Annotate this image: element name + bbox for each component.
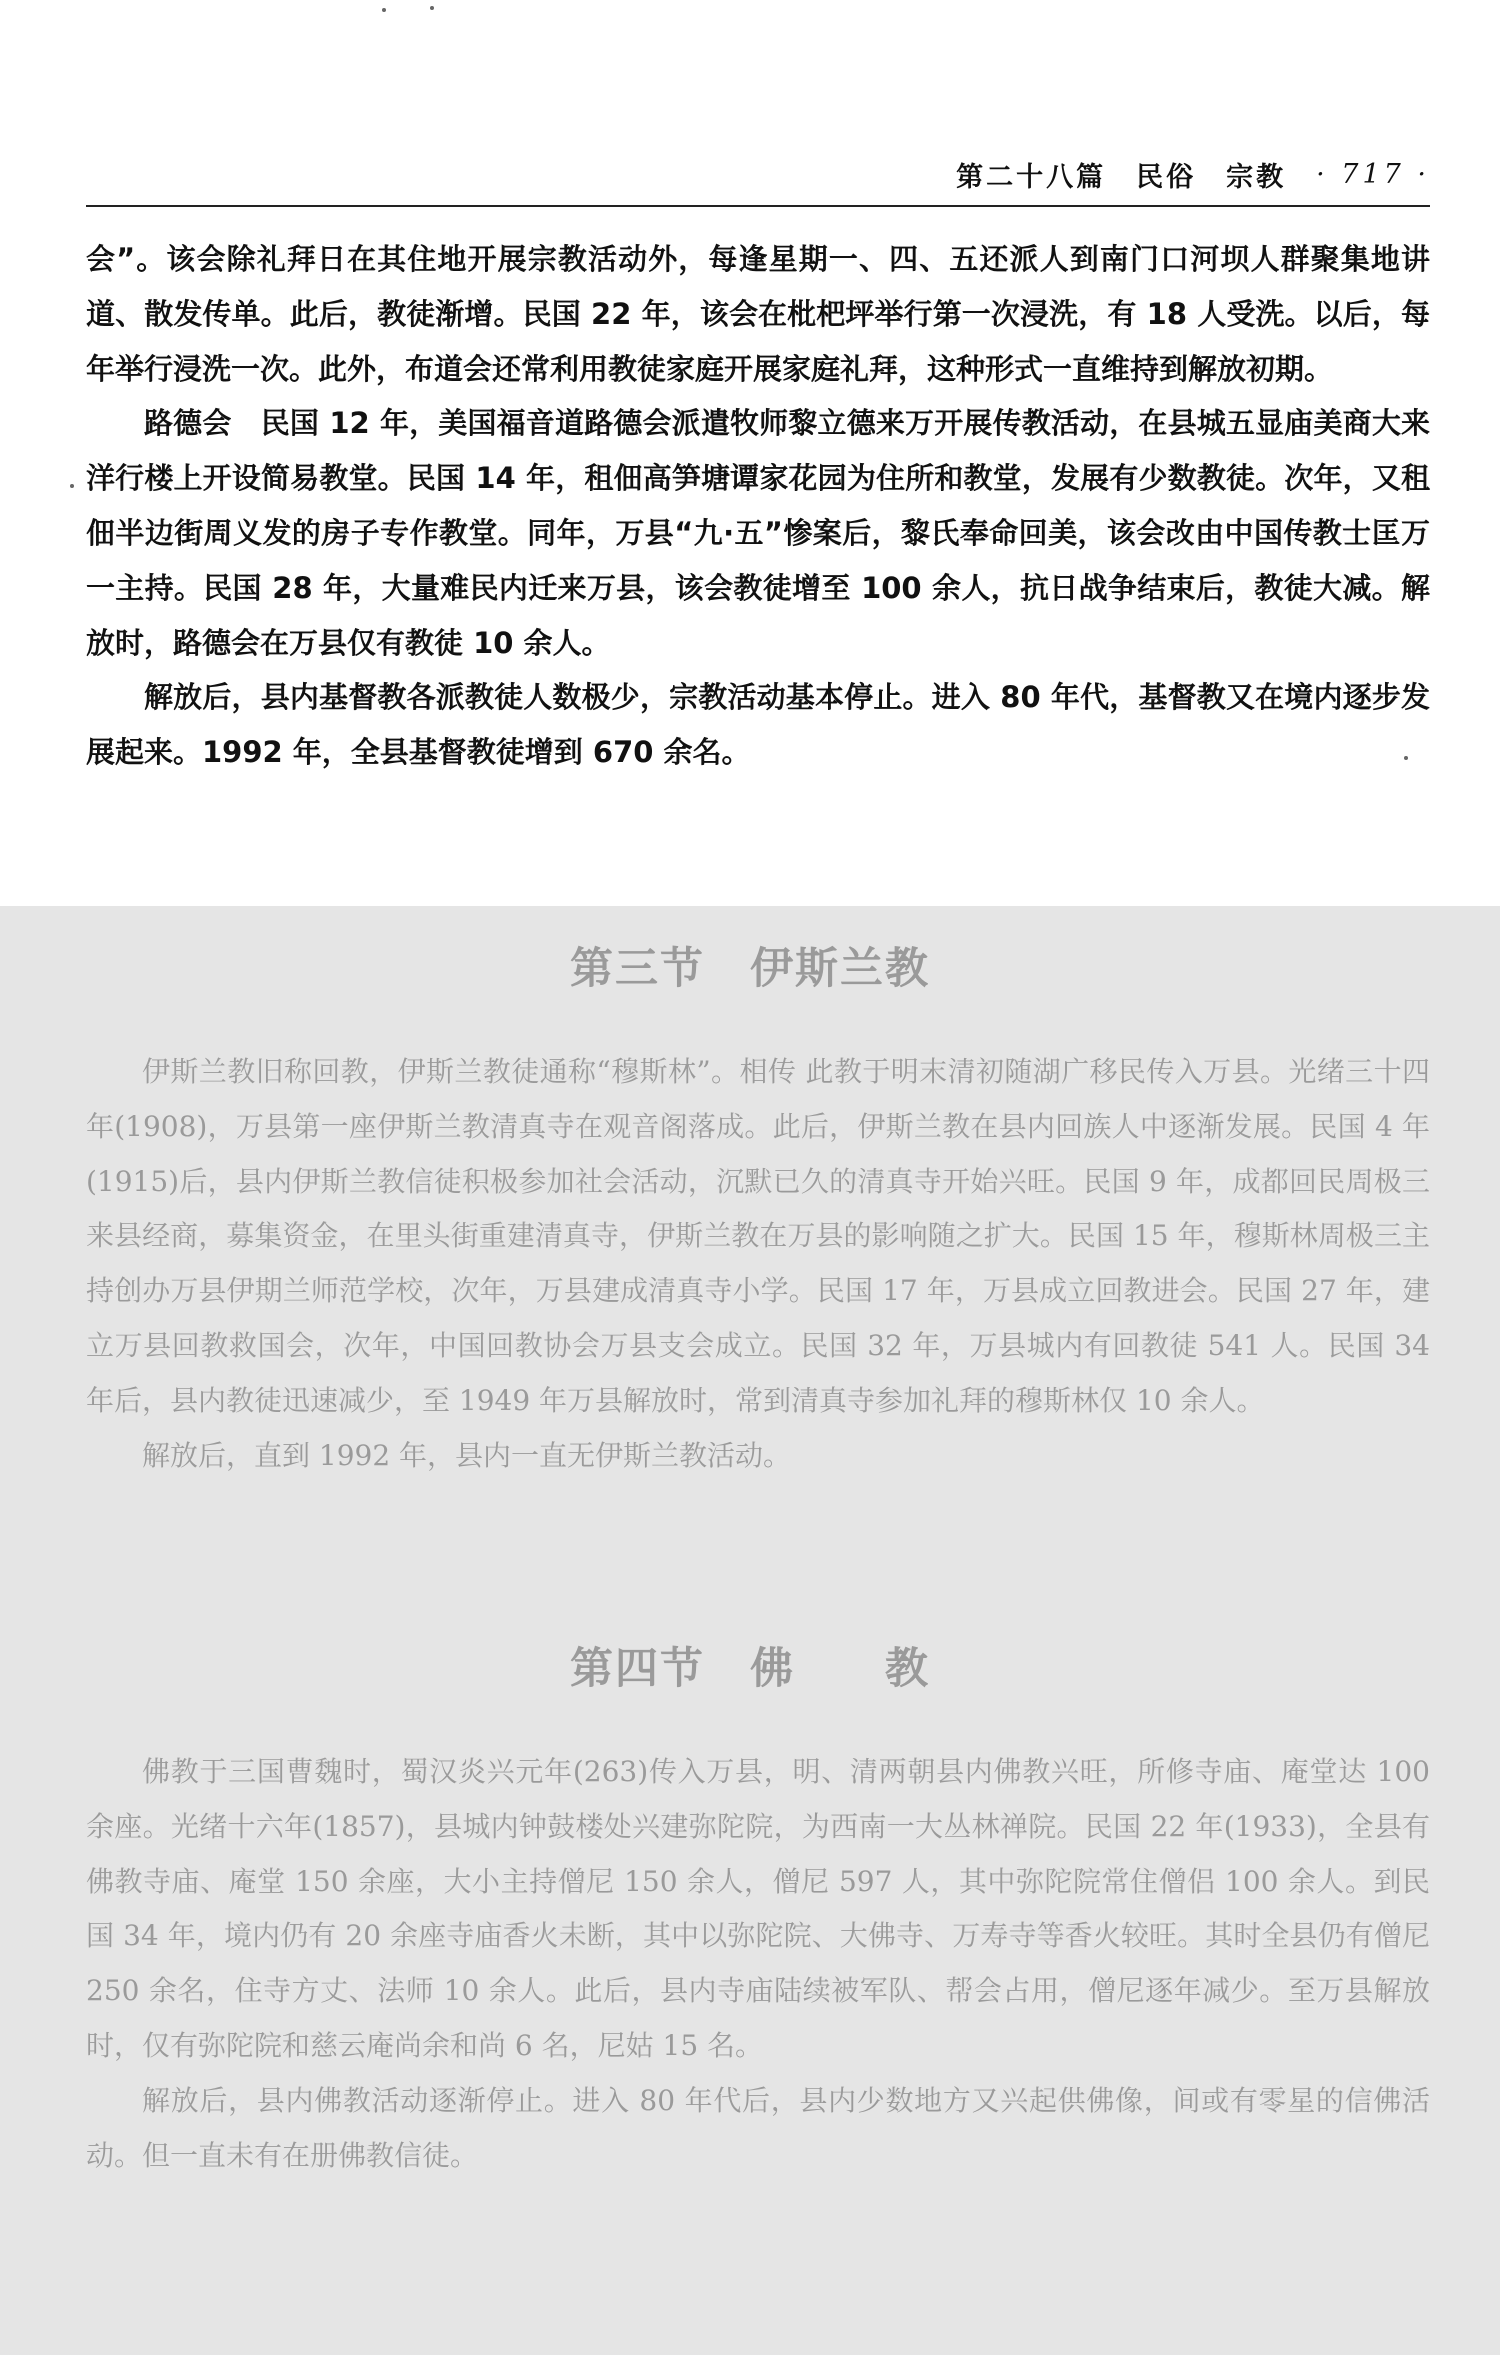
header-chapter: 第二十八篇 <box>956 161 1107 193</box>
header-subsection: 宗教 <box>1226 161 1287 193</box>
paragraph: 伊斯兰教旧称回教，伊斯兰教徒通称“穆斯林”。相传 此教于明末清初随湖广移民传入万县。光绪三十四年(1908)，万县第一座伊斯兰教清真寺在观音阁落成。此后，伊斯兰教在县内回族人中逐渐发展。民国 4 年(1915)后，县内伊斯兰教信徒积极参加社会活动，沉默已久的清真寺开始兴旺。民国 9 年，成都回民周极三来县经商，募集资金，在里头街重建清真寺，伊斯兰教在万县的影响随之扩大。民国 15 年，穆斯林周极三主持创办万县伊期兰师范学校，次年，万县建成清真寺小学。民国 17 年，万县成立回教进会。民国 27 年，建立万县回教救国会，次年，中国回教协会万县支会成立。民国 32 年，万县城内有回教徒 541 人。民国 34 年后，县内教徒迅速减少，至 1949 年万县解放时，常到清真寺参加礼拜的穆斯林仅 10 余人。 <box>86 1055 1430 1417</box>
header-section: 民俗 <box>1136 161 1197 193</box>
paragraph: 解放后，县内佛教活动逐渐停止。进入 80 年代后，县内少数地方又兴起供佛像，间或有零星的信佛活动。但一直未有在册佛教信徒。 <box>86 2083 1430 2172</box>
islam-text <box>86 1045 1430 1483</box>
section-title-buddhism: 第四节 佛 教 <box>570 1644 930 1694</box>
scan-speck <box>70 484 74 488</box>
paragraph: 解放后，直到 1992 年，县内一直无伊斯兰教活动。 <box>142 1438 792 1472</box>
scan-speck <box>430 6 434 10</box>
paragraph: 佛教于三国曹魏时，蜀汉炎兴元年(263)传入万县，明、清两朝县内佛教兴旺，所修寺庙、庵堂达 100 余座。光绪十六年(1857)，县城内钟鼓楼处兴建弥陀院，为西南一大丛林禅院。民国 22 年(1933)，全县有佛教寺庙、庵堂 150 余座，大小主持僧尼 150 余人，僧尼 597 人，其中弥陀院常住僧侣 100 余人。到民国 34 年，境内仍有 20 余座寺庙香火未断，其中以弥陀院、大佛寺、万寿寺等香火较旺。其时全县仍有僧尼 250 余名，住寺方丈、法师 10 余人。此后，县内寺庙陆续被军队、帮会占用，僧尼逐年减少。至万县解放时，仅有弥陀院和慈云庵尚余和尚 6 名，尼姑 15 名。 <box>86 1755 1430 2062</box>
header-rule <box>86 205 1430 207</box>
section-title-islam: 第三节 伊斯兰教 <box>570 944 930 994</box>
paragraph-body: 民国 12 年，美国福音道路德会派遣牧师黎立德来万开展传教活动，在县城五显庙美商大来洋行楼上开设简易教堂。民国 14 年，租佃高笋塘谭家花园为住所和教堂，发展有少数教徒。次年，又租佃半边街周义发的房子专作教堂。同年，万县“九·五”惨案后，黎氏奉命回美，该会改由中国传教士匡万一主持。民国 28 年，大量难民内迁来万县，该会教徒增至 100 余人，抗日战争结束后，教徒大减。解放时，路德会在万县仅有教徒 10 余人。 <box>86 406 1430 660</box>
buddhism-text <box>86 1745 1430 2183</box>
paragraph <box>86 396 1430 670</box>
paragraph: 会”。该会除礼拜日在其住地开展宗教活动外，每逢星期一、四、五还派人到南门口河坝人群聚集地讲道、散发传单。此后，教徒渐增。民国 22 年，该会在枇杷坪举行第一次浸洗，有 18 人受洗。以后，每年举行浸洗一次。此外，布道会还常利用教徒家庭开展家庭礼拜，这种形式一直维持到解放初期。 <box>86 242 1430 386</box>
lutheran-heading: 路德会 <box>144 406 232 441</box>
page-number: · 717 · <box>1316 158 1430 190</box>
running-header <box>86 152 1430 196</box>
christianity-text <box>86 232 1430 780</box>
scan-speck <box>382 8 386 12</box>
paragraph: 解放后，县内基督教各派教徒人数极少，宗教活动基本停止。进入 80 年代，基督教又在境内逐步发展起来。1992 年，全县基督教徒增到 670 余名。 <box>86 680 1430 770</box>
